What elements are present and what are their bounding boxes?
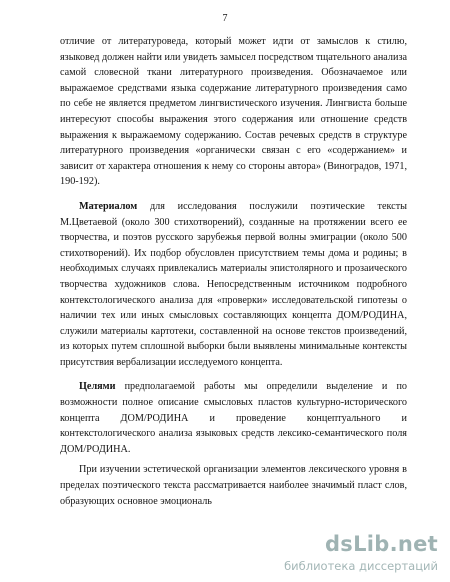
paragraph-goals	[60, 379, 407, 457]
watermark-logo: dsLib.net	[324, 532, 438, 556]
goals-heading: Целями	[79, 381, 116, 393]
paragraph-study: При изучении эстетической организации элементов лексического уровня в пределах поэтического текста рассматривается наиболее значимый пласт слов, образующих основное эмоциональ	[60, 464, 407, 507]
page-number: 7	[222, 13, 228, 24]
paragraph-material	[60, 199, 407, 371]
document-body	[60, 34, 407, 509]
goals-text: предполагаемой работы мы определили выделение и по возможности полное описание смысловых пластов культурно-исторического концепта ДОМ/РОДИНА и проведение концептуального и контекстологического анализа языковых средств лексико-семантического поля ДОМ/РОДИНА.	[60, 381, 407, 455]
watermark-subtitle: библиотека диссертаций	[284, 559, 438, 573]
material-heading: Материалом	[79, 200, 138, 212]
material-text: для исследования послужили поэтические тексты М.Цветаевой (около 300 стихотворений), созданные на протяжении всего ее творчества, и поэтов русского зарубежья первой волны эмиграции (около 500 стихотворений). Их подбор обусловлен присутствием темы дома и родины; в необходимых случаях привлекались материалы эпистолярного и прозаического творчества художников слова. Непосредственным источником подробного контекстологического анализа для «проверки» исследовательской гипотезы о наличии тех или иных смысловых составляющих концепта ДОМ/РОДИНА, служили материалы картотеки, составленной на основе текстов произведений, из которых путем сплошной выборки были выявлены минимальные контексты присутствия вербализации исследуемого концепта.	[60, 200, 407, 368]
site-watermark	[238, 532, 438, 576]
paragraph-intro: отличие от литературоведа, который может идти от замыслов к стилю, языковед должен найти или увидеть замысел посредством тщательного анализа самой словесной ткани литературного произведения. Обозначаемое или выражаемое средствами языка содержание литературного произведения само по себе не является предметом лингвистического изучения. Лингвиста больше интересуют способы выражения этого содержания или отношение средств выражения к выражаемому содержанию. Состав речевых средств в структуре литературного произведения «органически связан с его «содержанием» и зависит от характера отношения к нему со стороны автора» (Виноградов, 1971, 190-192).	[60, 36, 407, 188]
